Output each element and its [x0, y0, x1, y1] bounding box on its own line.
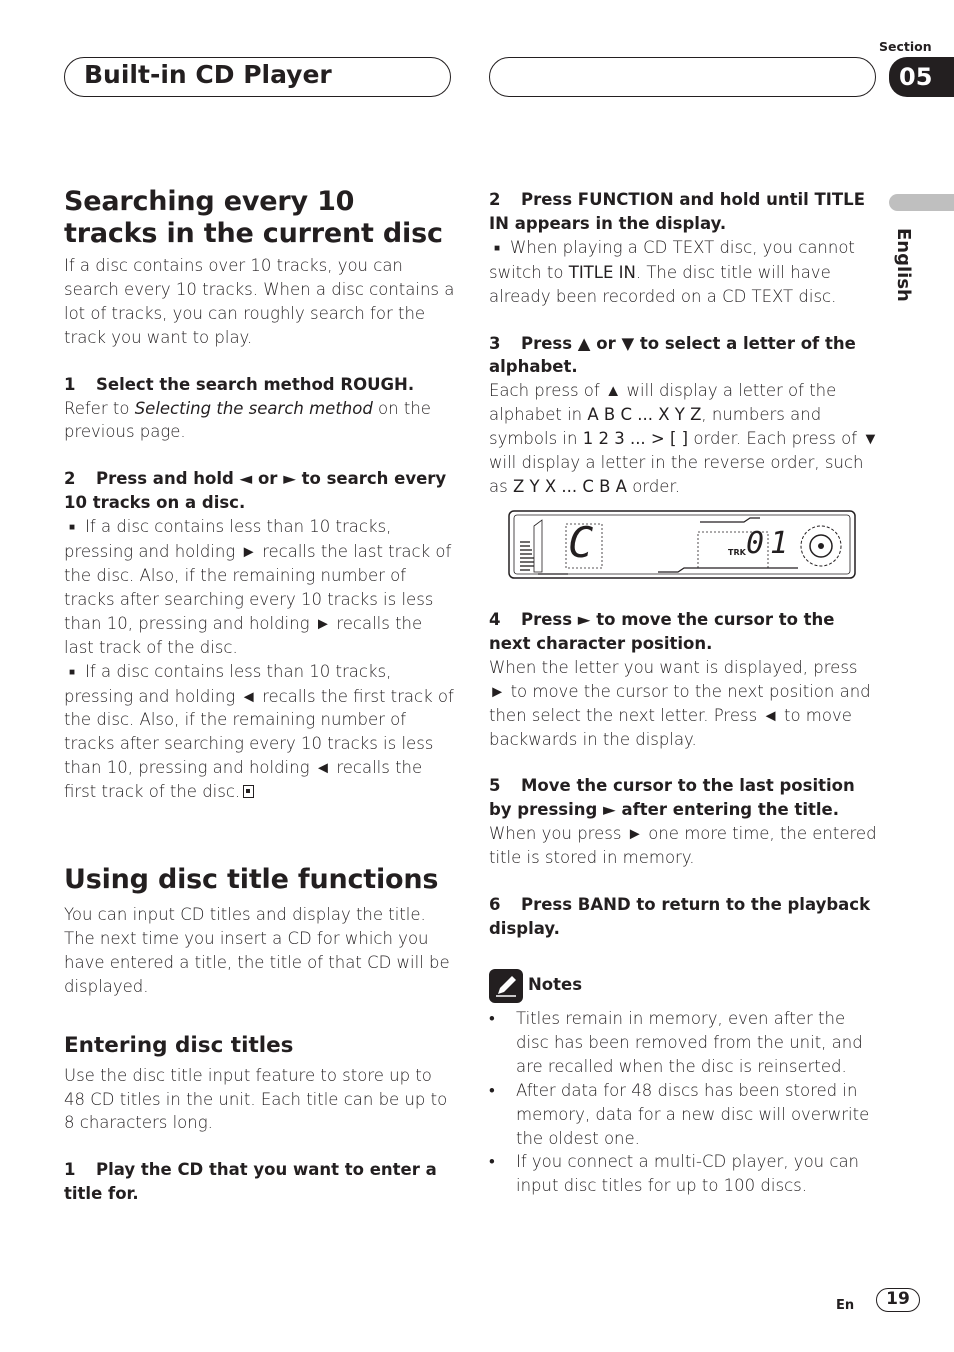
note-item: • If you connect a multi-CD player, you can input disc titles for up to 100 discs.: [489, 1152, 860, 1196]
note-item: • Titles remain in memory, even after the disc has been removed from the unit, and are recalled when the disc is reinserted.: [489, 1009, 863, 1076]
step-6-band: 6 Press BAND to return to the playback display.: [489, 895, 871, 938]
left-column: [64, 186, 456, 1206]
language-tab: [889, 194, 954, 211]
intro-paragraph: If a disc contains over 10 tracks, you can search every 10 tracks. When a disc contains a lot of tracks, you can roughly search for the track you want to play.: [64, 256, 455, 347]
bullet-last-track: ■ If a disc contains less than 10 tracks, pressing and holding ► recalls the last track of the disc. Also, if the remaining number of tracks after searching every 10 tracks is less than 10, pressing and holding ► recalls the last track of the disc.: [64, 517, 452, 657]
step-2-press-hold: 2 Press and hold ◄ or ► to search every 10 tracks on a disc.: [64, 469, 447, 513]
section-label: Section: [879, 39, 932, 54]
heading-disc-title: Using disc title functions: [64, 864, 439, 896]
step-5-body: When you press ► one more time, the entered title is stored in memory.: [489, 824, 877, 868]
step-1-body: Refer to Selecting the search method on the previous page.: [64, 398, 431, 442]
header-right-pill: [489, 57, 876, 97]
lcd-display-graphic: [508, 510, 856, 579]
footer-language: En: [836, 1298, 855, 1313]
step-4-body: When the letter you want is displayed, press ► to move the cursor to the next position and then select the next letter. Press ◄ to move backwards in the display.: [489, 657, 871, 749]
language-label: English: [893, 228, 914, 302]
lcd-letter: C: [568, 518, 594, 567]
notes-title: Notes: [528, 975, 583, 994]
note-item: • After data for 48 discs has been stored in memory, data for a new disc will overwrite the oldest one.: [489, 1080, 870, 1148]
right-column: [489, 188, 879, 499]
page-number: 19: [876, 1288, 920, 1312]
lcd-trk-label: TRK: [728, 548, 746, 557]
step-1-play: 1 Play the CD that you want to enter a title for.: [64, 1160, 437, 1204]
bullet-cd-text: ■ When playing a CD TEXT disc, you cannot switch to TITLE IN. The disc title will have already been recorded on a CD TEXT disc.: [489, 237, 855, 306]
lcd-track-number: 01: [746, 526, 795, 561]
heading-entering: Entering disc titles: [64, 1032, 294, 1058]
bullet-first-track: ■ If a disc contains less than 10 tracks, pressing and holding ◄ recalls the first track of the disc. Also, if the remaining number of tracks after searching every 10 tracks is less than 10, pressing and holding ◄ recalls the first track of the disc.: [64, 661, 454, 802]
lcd-display-illustration: [508, 510, 856, 579]
heading-searching: Searching every 10 tracks in the current disc: [64, 186, 443, 249]
step-2-function: 2 Press FUNCTION and hold until TITLE IN appears in the display.: [489, 190, 865, 233]
intro3-paragraph: Use the disc title input feature to store up to 48 CD titles in the unit. Each title can be up to 8 characters long.: [64, 1065, 448, 1133]
notes-pencil-icon: [489, 969, 523, 1003]
right-column-lower: [489, 608, 879, 941]
step-3-body: Each press of ▲ will display a letter of the alphabet in A B C ... X Y Z, numbers and symbols in 1 2 3 ... > [ ] order. Each press of ▼ will display a letter in the reverse order, such as Z Y X ... C B A order.: [489, 381, 879, 496]
step-4-move-cursor: 4 Press ► to move the cursor to the next character position.: [489, 610, 835, 653]
step-3-select-letter: 3 Press ▲ or ▼ to select a letter of the alphabet.: [489, 333, 856, 377]
chapter-title: Built-in CD Player: [84, 60, 332, 89]
step-5-last-position: 5 Move the cursor to the last position by pressing ► after entering the title.: [489, 776, 855, 820]
end-mark-icon: [243, 785, 254, 798]
step-1-rough: 1 Select the search method ROUGH.: [64, 374, 415, 394]
intro2-paragraph: You can input CD titles and display the title. The next time you insert a CD for which you have entered a title, the title of that CD will be displayed.: [64, 905, 450, 996]
section-number: 05: [889, 57, 954, 97]
notes-header: [489, 969, 583, 1003]
notes-list: [489, 1007, 875, 1198]
